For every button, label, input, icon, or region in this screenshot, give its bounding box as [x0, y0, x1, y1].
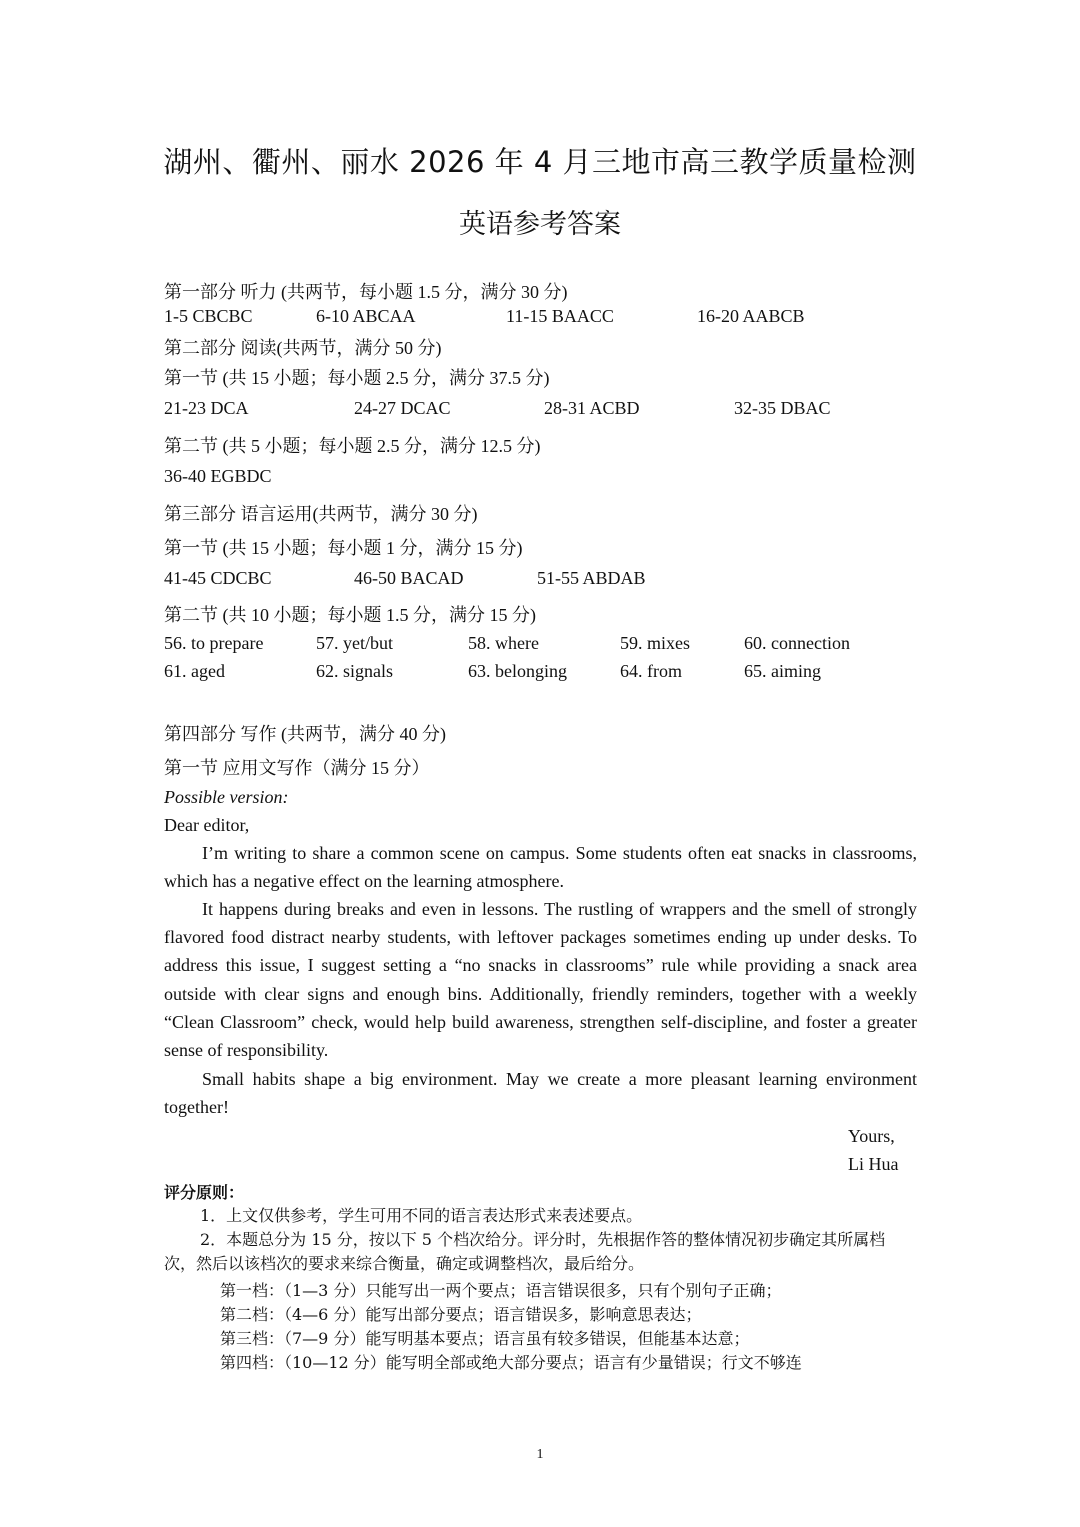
letter-paragraph: It happens during breaks and even in lessons. The rustling of wrappers and the smell of strongly flavored food distract nearby students, with leftover packages sometimes ending up under desks. To address this issue, I suggest setting a “no snacks in classrooms” rule while providing a snack area outside with clear signs and enough bins. Additionally, friendly reminders, together with a weekly “Clean Classroom” check, would help build awareness, strengthen self-discipline, and foster a greater sense of responsibility. — [164, 899, 917, 1061]
fill-answer: 59. mixes — [620, 633, 690, 653]
possible-version-label: Possible version: — [164, 787, 289, 807]
answer-group: 46-50 BACAD — [354, 568, 464, 588]
fill-answer: 56. to prepare — [164, 633, 264, 653]
answer-group: 21-23 DCA — [164, 398, 249, 418]
fill-answer: 58. where — [468, 633, 539, 653]
letter-paragraph: Small habits shape a big environment. May we create a more pleasant learning environment together! — [164, 1069, 917, 1118]
scoring-tier: 第一档：（1—3 分）只能写出一两个要点；语言错误很多，只有个别句子正确； — [220, 1281, 782, 1300]
answer-group: 32-35 DBAC — [734, 398, 831, 418]
fill-answer: 64. from — [620, 661, 682, 681]
part1-heading: 第一部分 听力 (共两节，每小题 1.5 分，满分 30 分) — [164, 282, 568, 302]
part4-section1-heading: 第一节 应用文写作（满分 15 分） — [164, 758, 430, 778]
scoring-tier: 第三档：（7—9 分）能写明基本要点；语言虽有较多错误，但能基本达意； — [220, 1329, 750, 1348]
letter-salutation: Dear editor, — [164, 815, 250, 835]
scoring-rule: 2．本题总分为 15 分，按以下 5 个档次给分。评分时，先根据作答的整体情况初步确定其所属档次，然后以该档次的要求来综合衡量，确定或调整档次，最后给分。 — [164, 1230, 886, 1273]
document-subtitle: 英语参考答案 — [459, 209, 621, 240]
fill-answer: 62. signals — [316, 661, 394, 681]
answer-group: 11-15 BAACC — [506, 306, 614, 326]
answer-group: 24-27 DCAC — [354, 398, 451, 418]
answer-group: 51-55 ABDAB — [537, 568, 646, 588]
part3-section2-heading: 第二节 (共 10 小题；每小题 1.5 分，满分 15 分) — [164, 605, 536, 625]
letter-paragraph: I’m writing to share a common scene on campus. Some students often eat snacks in classrooms, which has a negative effect on the learning atmosphere. — [164, 843, 917, 892]
fill-answer: 61. aged — [164, 661, 225, 681]
answer-group: 36-40 EGBDC — [164, 466, 272, 486]
letter-closing: Yours, — [848, 1126, 895, 1146]
scoring-tier: 第四档：（10—12 分）能写明全部或绝大部分要点；语言有少量错误；行文不够连 — [220, 1353, 802, 1372]
part3-heading: 第三部分 语言运用(共两节，满分 30 分) — [164, 504, 478, 524]
fill-answer: 57. yet/but — [316, 633, 393, 653]
scoring-heading: 评分原则： — [164, 1183, 245, 1202]
answer-group: 1-5 CBCBC — [164, 306, 253, 326]
fill-answer: 65. aiming — [744, 661, 821, 681]
part4-heading: 第四部分 写作 (共两节，满分 40 分) — [164, 724, 446, 744]
part2-section2-heading: 第二节 (共 5 小题；每小题 2.5 分，满分 12.5 分) — [164, 436, 541, 456]
part2-section1-heading: 第一节 (共 15 小题；每小题 2.5 分，满分 37.5 分) — [164, 368, 550, 388]
page-number: 1 — [536, 1447, 544, 1462]
part3-section1-heading: 第一节 (共 15 小题；每小题 1 分，满分 15 分) — [164, 538, 523, 558]
fill-answer: 63. belonging — [468, 661, 567, 681]
fill-answer: 60. connection — [744, 633, 850, 653]
answer-group: 6-10 ABCAA — [316, 306, 416, 326]
letter-signature: Li Hua — [848, 1154, 899, 1174]
document-title: 湖州、衢州、丽水 2026 年 4 月三地市高三教学质量检测 — [163, 145, 917, 179]
answer-group: 41-45 CDCBC — [164, 568, 272, 588]
part2-heading: 第二部分 阅读(共两节，满分 50 分) — [164, 338, 442, 358]
answer-group: 28-31 ACBD — [544, 398, 640, 418]
scoring-tier: 第二档：（4—6 分）能写出部分要点；语言错误多，影响意思表达； — [220, 1305, 702, 1324]
answer-group: 16-20 AABCB — [697, 306, 805, 326]
scoring-rule: 1．上文仅供参考，学生可用不同的语言表达形式来表述要点。 — [200, 1206, 643, 1225]
